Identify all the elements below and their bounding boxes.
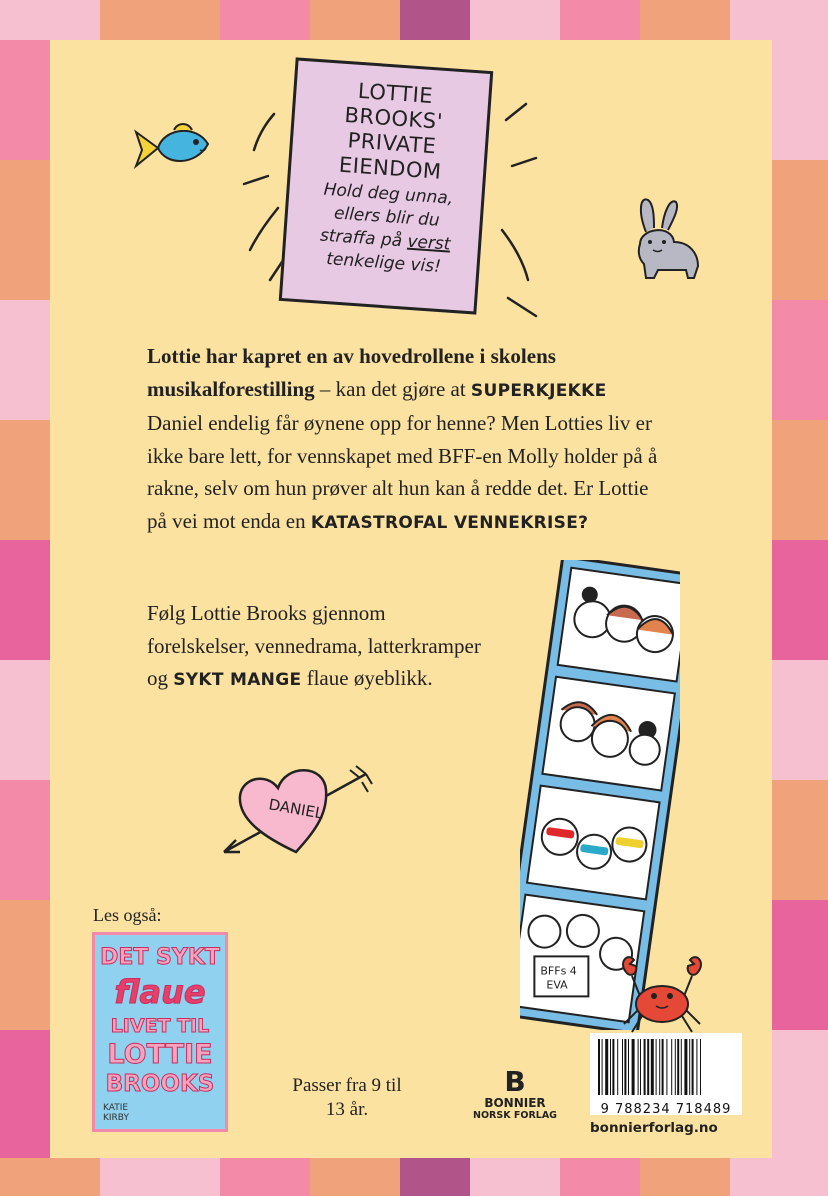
barcode-bar [689,1039,690,1095]
barcode [590,1033,742,1115]
heart-arrow-icon [216,760,376,860]
barcode-bar [696,1039,697,1095]
barcode-bar [700,1039,701,1095]
publisher-logo-mark: B [504,1065,526,1098]
barcode-bar [659,1039,660,1095]
barcode-bar [677,1039,679,1095]
also-read-book-cover[interactable] [92,932,228,1132]
barcode-bar [644,1039,646,1095]
sign-text: Hold deg unna, ellers blir du straffa på verst tenkelige vis! [319,179,454,277]
barcode-bar [612,1039,614,1095]
rabbit-icon [628,192,708,284]
barcode-bar [638,1039,639,1095]
barcode-bar [684,1039,687,1095]
barcode-bar [692,1039,694,1095]
book-author: KATIE KIRBY [103,1103,129,1123]
barcode-bar [605,1039,608,1095]
publisher-name: BONNIER [484,1096,546,1110]
book-title-line: LIVET TIL [110,1015,210,1037]
barcode-bar [681,1039,682,1095]
book-title-line: DET SYKT [100,945,220,970]
barcode-bar [675,1039,676,1095]
barcode-bar [656,1039,657,1095]
barcode-bar [617,1039,618,1095]
barcode-bar [598,1039,600,1095]
age-recommendation: Passer fra 9 til 13 år. [292,1075,402,1120]
book-title-line: flaue [114,973,206,1011]
barcode-bar [602,1039,603,1095]
barcode-bar [632,1039,635,1095]
barcode-bar [628,1039,629,1095]
sign-title: LOTTIE BROOKS' PRIVATE EIENDOM [338,78,444,184]
private-property-sign [279,57,494,314]
barcode-bar [651,1039,654,1095]
barcode-bar [647,1039,649,1095]
barcode-bar [622,1039,623,1095]
barcode-bar [666,1039,667,1095]
barcode-bar [662,1039,664,1095]
barcode-number: 9 788234 718489 [600,1102,732,1117]
barcode-bars [596,1039,736,1095]
heart-label: DANIEL [267,795,325,823]
book-title-line: BROOKS [105,1071,215,1097]
follow-paragraph: Følg Lottie Brooks gjennom forelskelser, vennedrama, latterkramper og SYKT MANGE flaue øyeblikk. [147,601,481,690]
fish-icon [130,118,212,178]
publisher-subtitle: NORSK FORLAG [473,1110,557,1121]
barcode-bar [624,1039,626,1095]
barcode-bar [610,1039,611,1095]
book-title-line: LOTTIE [107,1039,213,1070]
blurb-paragraph: Lottie har kapret en av hovedrollene i skolens musikalforestilling – kan det gjøre at SUPERKJEKKE Daniel endelig får øynene opp for henne? Men Lotties liv er ikke bare lett, for vennskapet med BFF-en Molly holder på å rakne, selv om hun prøver alt hun kan å redde det. Er Lottie på vei mot enda en KATASTROFAL VENNEKRISE? [147,344,658,533]
crab-icon [616,952,708,1036]
also-read-label: Les også: [93,905,162,925]
publisher-logo [465,1065,565,1122]
barcode-bar [640,1039,641,1095]
photo-strip-sign-line1: BFFs 4 [540,964,577,978]
photo-strip-sign-line2: EVA [546,978,568,992]
publisher-website[interactable]: bonnierforlag.no [590,1120,718,1136]
barcode-bar [671,1039,672,1095]
